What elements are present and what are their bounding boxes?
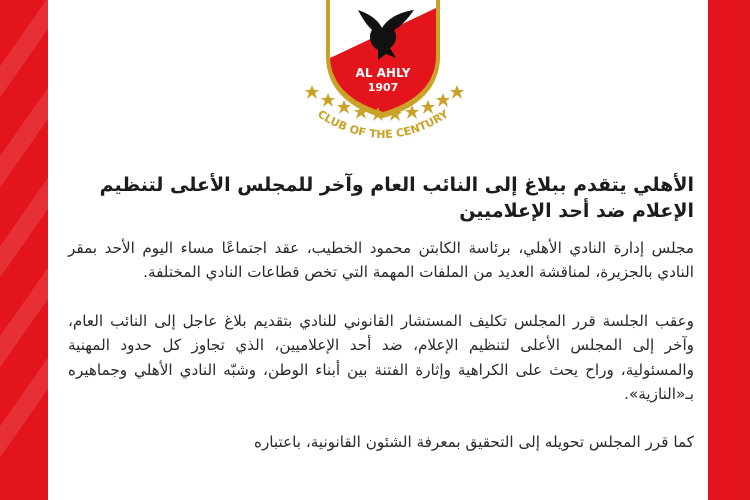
al-ahly-crest-icon xyxy=(278,0,488,170)
right-frame-border xyxy=(708,0,750,500)
article-paragraph: كما قرر المجلس تحويله إلى التحقيق بمعرفة الشئون القانونية، باعتباره xyxy=(253,433,694,452)
logo-club-name: AL AHLY xyxy=(355,66,411,80)
article-body xyxy=(68,236,694,479)
club-logo xyxy=(278,0,488,170)
logo-year: 1907 xyxy=(367,81,399,94)
article-paragraph: وعقب الجلسة قرر المجلس تكليف المستشار القانوني للنادي بتقديم بلاغ عاجل إلى النائب العام، وآخر إلى المجلس الأعلى لتنظيم الإعلام، ضد أحد الإعلاميين، الذي تجاوز كل حدود المهنية والمسئولية، وراح يحث على الكراهية وإثارة الفتنة بين أبناء الوطن، وشبّه النادي الأهلي وجماهيره بـ«النازية». xyxy=(68,311,694,404)
left-frame-border xyxy=(0,0,48,500)
article-card xyxy=(48,0,708,500)
article-paragraph: مجلس إدارة النادي الأهلي، برئاسة الكابتن محمود الخطيب، عقد اجتماعًا مساء اليوم الأحد بمقر النادي بالجزيرة، لمناقشة العديد من الملفات المهمة التي تخص قطاعات النادي المختلفة. xyxy=(68,239,694,282)
article-headline: الأهلي يتقدم ببلاغ إلى النائب العام وآخر للمجلس الأعلى لتنظيم الإعلام ضد أحد الإعلاميين xyxy=(99,174,694,222)
logo-motto: CLUB OF THE CENTURY xyxy=(315,107,451,142)
